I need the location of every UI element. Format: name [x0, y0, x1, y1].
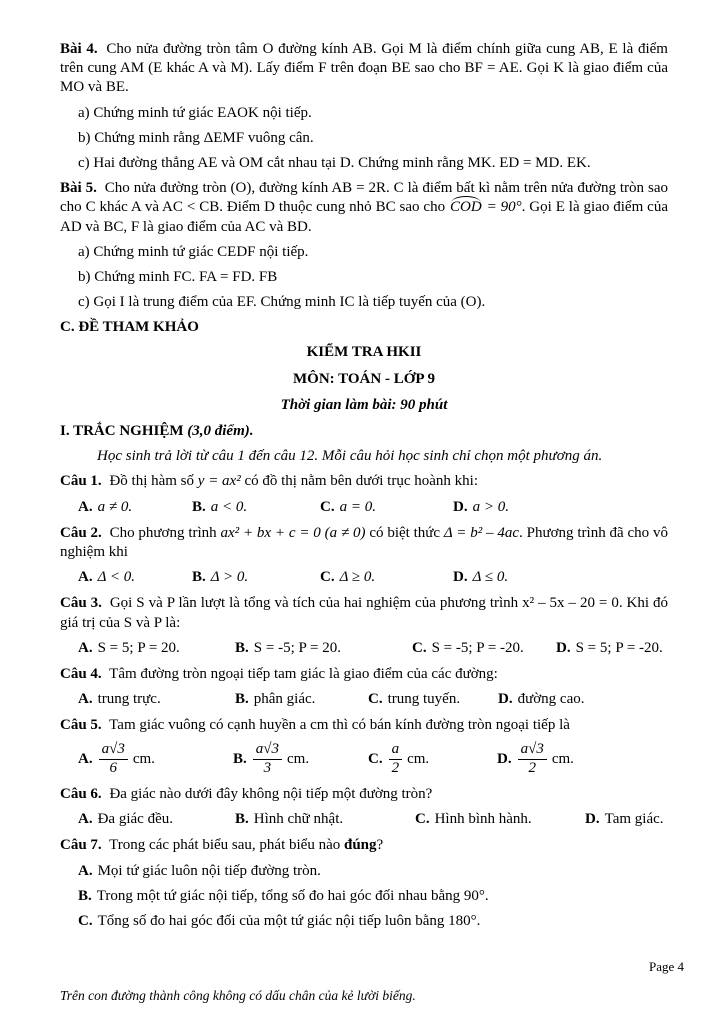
cau2-option-d: [453, 568, 508, 587]
option-unit: cm.: [407, 751, 430, 768]
fraction-numerator: a√3: [253, 742, 282, 760]
bai4-text: Cho nửa đường tròn tâm O đường kính AB. Gọi M là điểm chính giữa cung AB, E là điểm trên cung AM (E khác A và M). Lấy điểm F trên đoạn BE sao cho BF = AE. Gọi K là giao điểm của MO và BE.: [60, 41, 668, 96]
option-unit: cm.: [132, 751, 155, 768]
bai5-text-1: Cho nửa đường tròn (O), đường kính AB = 2R. C là điểm bất kì nằm trên nửa đường tròn sao cho C khác A và AC < CB. Điểm D thuộc cung nhỏ BC sao cho: [60, 180, 668, 216]
option-letter: C.: [368, 691, 383, 708]
option-text: đường cao.: [517, 691, 585, 708]
option-text: S = 5; P = 20.: [97, 639, 180, 656]
cau7-text-1: Trong các phát biểu sau, phát biểu nào: [105, 837, 344, 854]
cau2-math-2: Δ = b² – 4ac: [443, 524, 520, 541]
option-text: trung tuyến.: [387, 691, 461, 708]
option-text: a < 0.: [210, 498, 248, 515]
option-text: S = -5; P = -20.: [431, 639, 524, 656]
cau5-option-d: [497, 741, 574, 778]
option-letter: D.: [556, 639, 571, 656]
cau6-option-b: [235, 810, 415, 829]
option-letter: B.: [78, 887, 92, 904]
cau1-text-2: có đồ thị nằm bên dưới trục hoành khi:: [240, 473, 478, 490]
bai5-item-a: a) Chứng minh tứ giác CEDF nội tiếp.: [78, 243, 309, 260]
bai5-math: = 90°: [482, 199, 522, 216]
bai4-item-a: a) Chứng minh tứ giác EAOK nội tiếp.: [78, 104, 312, 121]
option-letter: C.: [368, 751, 383, 768]
section-i-note: (3,0 điểm).: [187, 423, 254, 439]
cau6-option-d: [585, 810, 664, 829]
fraction-numerator: a: [389, 742, 403, 760]
cau1-text-1: Đồ thị hàm số: [105, 473, 198, 490]
option-text: trung trực.: [97, 691, 161, 708]
cau7-question: [60, 836, 668, 855]
option-letter: A.: [78, 691, 93, 708]
exam-subject: MÔN: TOÁN - LỚP 9: [293, 370, 435, 387]
option-letter: D.: [498, 691, 513, 708]
cau5-option-b: [233, 741, 368, 778]
option-text: Đa giác đều.: [97, 811, 173, 828]
option-letter: D.: [453, 569, 468, 586]
option-letter: A.: [78, 569, 93, 586]
cau2-question: [60, 524, 668, 562]
option-text: a > 0.: [472, 498, 509, 515]
option-text: Δ ≤ 0.: [472, 569, 509, 586]
fraction: [518, 742, 547, 777]
bai5-item-b: b) Chứng minh FC. FA = FD. FB: [78, 268, 278, 285]
option-text: a = 0.: [339, 498, 376, 515]
option-letter: D.: [497, 751, 512, 768]
exam-title: KIỂM TRA HKII: [306, 344, 422, 361]
cau4-label: Câu 4.: [60, 665, 102, 682]
exam-time: Thời gian làm bài: 90 phút: [280, 396, 448, 413]
cau6-text: Đa giác nào dưới đây không nội tiếp một đường tròn?: [105, 785, 433, 802]
cau7-label: Câu 7.: [60, 837, 102, 854]
fraction-numerator: a√3: [518, 742, 547, 760]
fraction-denominator: 6: [109, 760, 117, 777]
bai4-item-b: b) Chứng minh rằng ΔEMF vuông cân.: [78, 129, 314, 146]
fraction: [389, 742, 403, 777]
cau1-option-d: [453, 498, 509, 517]
option-text: Tổng số đo hai góc đối của một tứ giác nội tiếp luôn bằng 180°.: [97, 912, 481, 929]
option-letter: C.: [412, 639, 427, 656]
cau2-option-c: [320, 568, 453, 587]
cau3-text: Gọi S và P lần lượt là tổng và tích của hai nghiệm của phương trình x² – 5x – 20 = 0. Khi đó giá trị của S và P là:: [60, 595, 668, 631]
cau1-label: Câu 1.: [60, 473, 102, 490]
cau2-math-1: ax² + bx + c = 0 (a ≠ 0): [220, 524, 366, 541]
cau7-item-c: [60, 912, 668, 931]
option-text: Tam giác.: [604, 811, 664, 828]
cau3-option-c: [412, 639, 556, 658]
section-i-heading: [60, 422, 668, 441]
option-letter: A.: [78, 751, 93, 768]
bai4-paragraph: [60, 40, 668, 98]
cau5-question: [60, 716, 668, 735]
cau7-emphasis: đúng: [343, 837, 377, 854]
cau5-option-a: [78, 741, 233, 778]
cau2-text-3: . Phương trình đã cho vô nghiệm khi: [60, 524, 668, 560]
cau6-label: Câu 6.: [60, 785, 102, 802]
cau5-text: Tam giác vuông có cạnh huyền a cm thì có bán kính đường tròn ngoại tiếp là: [105, 717, 570, 734]
option-letter: B.: [192, 569, 206, 586]
option-letter: A.: [78, 498, 93, 515]
section-i-label: I. TRẮC NGHIỆM: [60, 423, 188, 439]
fraction-denominator: 2: [391, 760, 400, 777]
cau7-item-b: [60, 887, 668, 906]
cau4-option-d: [498, 690, 584, 709]
cau2-option-b: [192, 568, 320, 587]
cau3-label: Câu 3.: [60, 595, 102, 612]
option-text: S = 5; P = -20.: [575, 639, 663, 656]
cau3-option-a: [78, 639, 235, 658]
option-letter: C.: [320, 569, 335, 586]
cau1-question: [60, 472, 668, 491]
cau5-option-c: [368, 741, 497, 778]
option-text: Δ ≥ 0.: [339, 569, 376, 586]
fraction: [99, 742, 128, 777]
option-letter: A.: [78, 639, 93, 656]
cau1-options: [60, 498, 668, 517]
cau3-option-d: [556, 639, 663, 658]
cau4-option-c: [368, 690, 498, 709]
cau1-math: y = ax²: [197, 473, 241, 490]
option-letter: B.: [192, 498, 206, 515]
cau1-option-a: [78, 498, 192, 517]
option-text: Δ > 0.: [210, 569, 249, 586]
option-letter: B.: [235, 639, 249, 656]
section-c-heading: C. ĐỀ THAM KHẢO: [60, 319, 199, 336]
option-letter: C.: [415, 811, 430, 828]
cau6-option-a: [78, 810, 235, 829]
footer-quote: Trên con đường thành công không có dấu chân của kẻ lười biếng.: [60, 987, 416, 1003]
bai4-item-c: c) Hai đường thẳng AE và OM cắt nhau tại D. Chứng minh rằng MK. ED = MD. EK.: [78, 154, 591, 171]
option-letter: D.: [585, 811, 600, 828]
fraction-denominator: 3: [263, 760, 272, 777]
option-unit: cm.: [287, 751, 310, 768]
option-letter: C.: [320, 498, 335, 515]
cau7-item-a: [60, 862, 668, 881]
bai5-text-2: . Gọi E là giao điểm của AD và BC, F là giao điểm của AC và BD.: [60, 199, 668, 235]
angle-cod-notation: COD: [449, 198, 483, 217]
cau2-options: [60, 568, 668, 587]
bai5-item-c: c) Gọi I là trung điểm của EF. Chứng minh IC là tiếp tuyến của (O).: [78, 294, 486, 311]
option-letter: C.: [78, 912, 93, 929]
option-letter: B.: [233, 751, 247, 768]
cau2-option-a: [78, 568, 192, 587]
cau4-options: [60, 690, 668, 709]
option-text: Hình bình hành.: [434, 811, 532, 828]
cau2-label: Câu 2.: [60, 524, 102, 541]
fraction: [253, 742, 282, 777]
cau2-text-2: có biệt thức: [365, 524, 444, 541]
cau6-option-c: [415, 810, 585, 829]
option-letter: D.: [453, 498, 468, 515]
option-letter: A.: [78, 862, 93, 879]
cau4-question: [60, 665, 668, 684]
instruction-line: Học sinh trả lời từ câu 1 đến câu 12. Mỗi câu hỏi học sinh chỉ chọn một phương án.: [97, 448, 603, 465]
cau2-text-1: Cho phương trình: [105, 524, 221, 541]
option-text: phân giác.: [253, 691, 316, 708]
bai5-paragraph: [60, 179, 668, 237]
cau3-option-b: [235, 639, 412, 658]
cau1-option-b: [192, 498, 320, 517]
cau4-text: Tâm đường tròn ngoại tiếp tam giác là giao điểm của các đường:: [105, 665, 498, 682]
fraction-numerator: a√3: [99, 742, 128, 760]
fraction-denominator: 2: [528, 760, 536, 777]
option-letter: B.: [235, 691, 249, 708]
option-text: Mọi tứ giác luôn nội tiếp đường tròn.: [97, 862, 321, 879]
option-letter: A.: [78, 811, 93, 828]
cau5-options: [60, 741, 668, 778]
bai5-label: Bài 5.: [60, 180, 97, 197]
option-unit: cm.: [551, 751, 574, 768]
option-text: Δ < 0.: [97, 569, 135, 586]
cau3-options: [60, 639, 668, 658]
cau6-options: [60, 810, 668, 829]
cau1-option-c: [320, 498, 453, 517]
cau3-question: [60, 594, 668, 632]
cau7-text-2: ?: [376, 837, 384, 854]
option-letter: B.: [235, 811, 249, 828]
cau5-label: Câu 5.: [60, 717, 102, 734]
cau4-option-a: [78, 690, 235, 709]
option-text: a ≠ 0.: [97, 498, 133, 515]
cau4-option-b: [235, 690, 368, 709]
option-text: S = -5; P = 20.: [253, 639, 341, 656]
page-number: Page 4: [648, 959, 684, 975]
option-text: Trong một tứ giác nội tiếp, tổng số đo hai góc đối nhau bằng 90°.: [96, 887, 489, 904]
option-text: Hình chữ nhật.: [253, 811, 344, 828]
bai4-label: Bài 4.: [60, 41, 98, 57]
cau6-question: [60, 785, 668, 804]
